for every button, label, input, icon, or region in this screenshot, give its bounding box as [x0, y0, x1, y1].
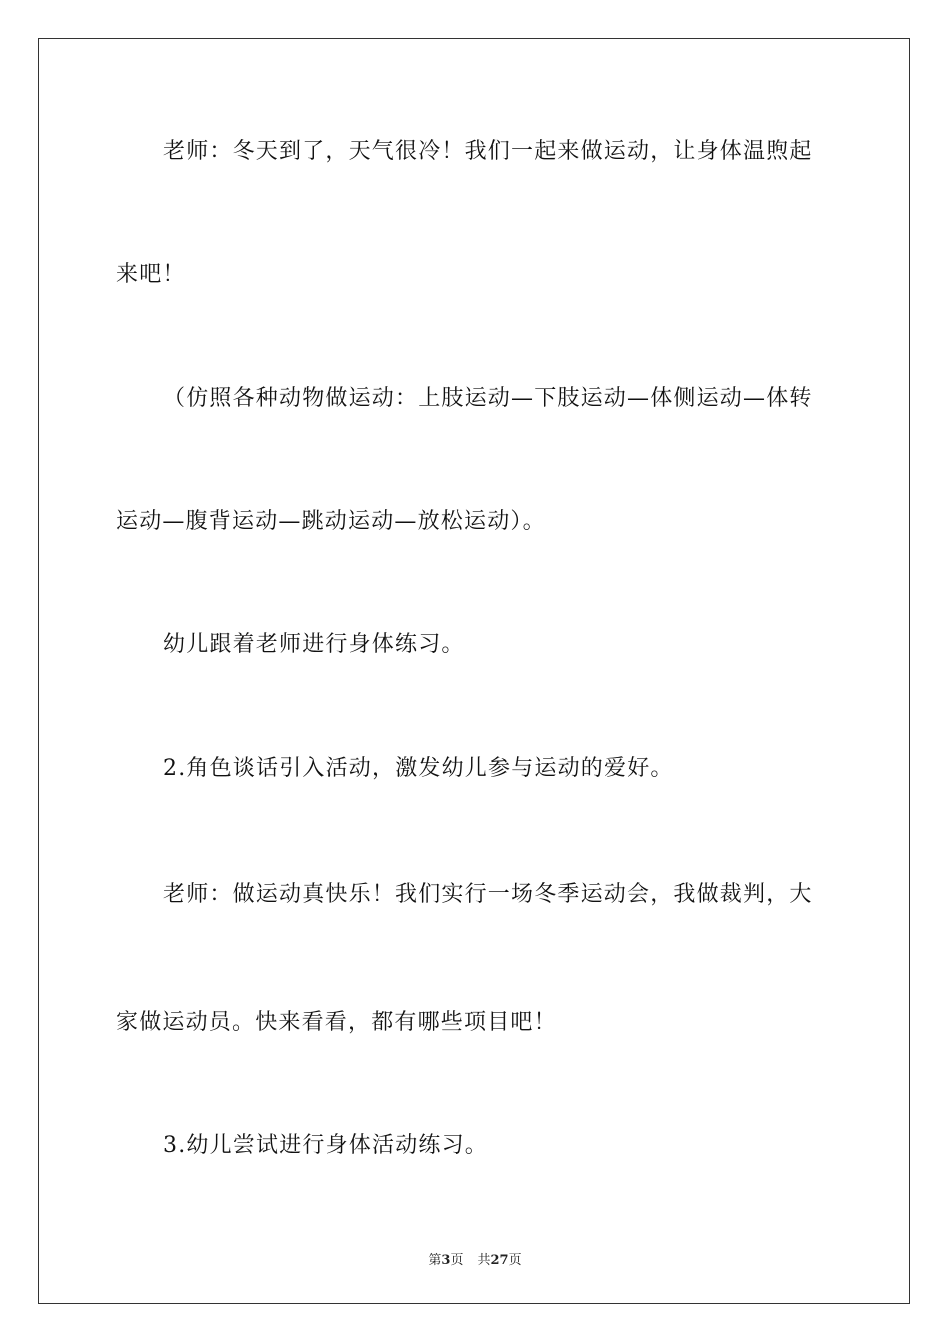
footer-current-page: 3 [441, 1253, 451, 1268]
footer-total-suffix: 页 [508, 1253, 522, 1268]
footer-total-prefix: 共 [477, 1253, 491, 1268]
page-border [38, 38, 910, 1304]
footer-total-pages: 27 [490, 1253, 509, 1268]
footer-page-suffix: 页 [450, 1253, 464, 1268]
paragraph-line: 老师：做运动真快乐！我们实行一场冬季运动会，我做裁判，大 [163, 882, 813, 907]
page-footer [0, 1249, 950, 1268]
paragraph-line: 运动—腹背运动—跳动运动—放松运动）。 [116, 509, 546, 534]
paragraph-line: 老师：冬天到了，天气很冷！我们一起来做运动，让身体温煦起 [163, 139, 813, 164]
paragraph-line: 家做运动员。快来看看，都有哪些项目吧！ [116, 1010, 557, 1035]
paragraph-line: 2.角色谈话引入活动，激发幼儿参与运动的爱好。 [163, 756, 674, 781]
paragraph-line: 幼儿跟着老师进行身体练习。 [163, 632, 465, 657]
paragraph-line: 来吧！ [116, 262, 186, 287]
paragraph-line: （仿照各种动物做运动：上肢运动—下肢运动—体侧运动—体转 [163, 386, 813, 411]
footer-page-prefix: 第 [428, 1253, 442, 1268]
paragraph-line: 3.幼儿尝试进行身体活动练习。 [163, 1133, 488, 1158]
